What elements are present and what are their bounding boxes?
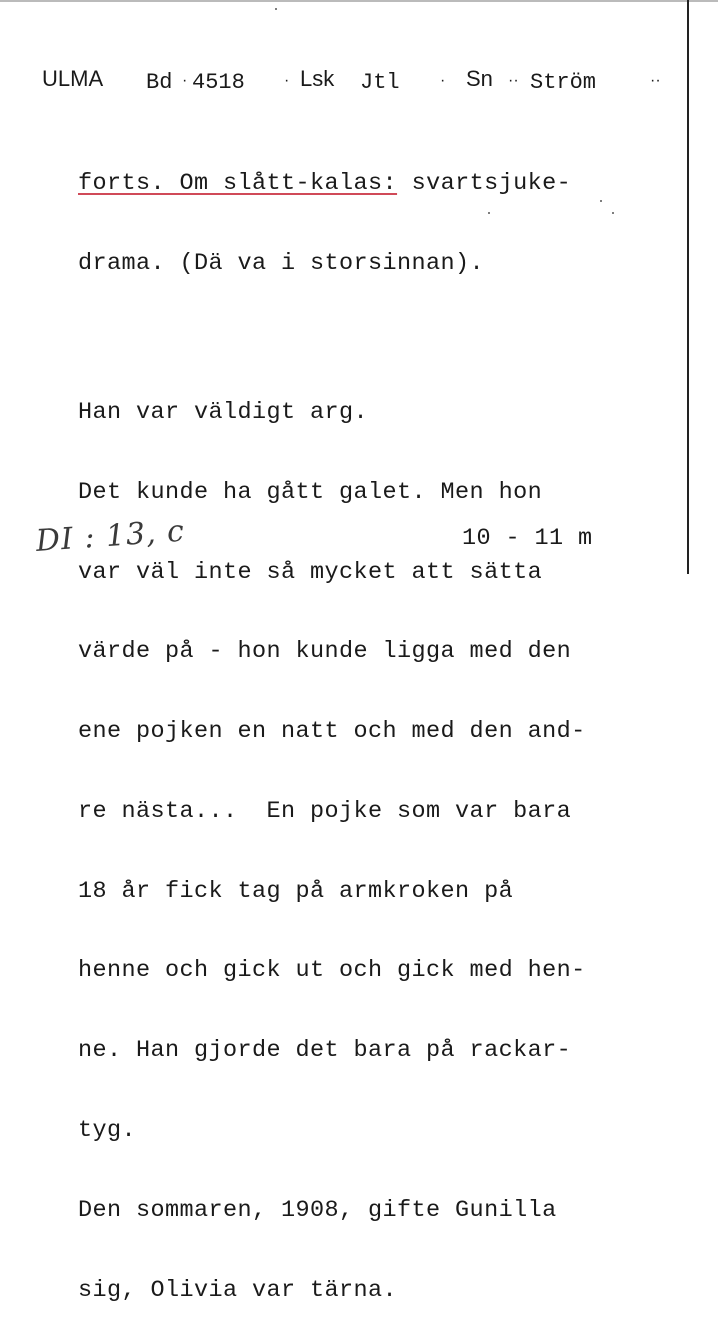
body-line: drama. (Dä va i storsinnan). xyxy=(78,249,485,277)
separator-dot: · xyxy=(440,72,446,89)
separator-dot: · xyxy=(182,72,188,89)
body-line xyxy=(78,171,678,198)
scan-speck xyxy=(612,212,614,214)
district-label: Lsk xyxy=(300,66,335,91)
body-line: Det kunde ha gått galet. Men hon xyxy=(78,478,543,506)
paragraph-gap xyxy=(78,331,678,347)
body-line: 18 år fick tag på armkroken på xyxy=(78,877,514,905)
volume-label: Bd xyxy=(146,70,173,95)
separator-dot: ·· xyxy=(508,72,519,89)
separator-dot: ·· xyxy=(650,72,661,89)
separator-dot: · xyxy=(284,72,290,89)
body-line: värde på - hon kunde ligga med den xyxy=(78,638,572,666)
body-line: ene pojken en natt och med den and- xyxy=(78,718,586,746)
scan-speck xyxy=(488,212,490,214)
body-line: sig, Olivia var tärna. xyxy=(78,1276,398,1304)
topic-heading: forts. Om slått-kalas: xyxy=(78,170,398,198)
handwritten-reference: DI : 13, c xyxy=(34,513,186,559)
scan-speck xyxy=(275,8,277,10)
body-line: tyg. xyxy=(78,1116,137,1144)
archive-code: ULMA xyxy=(42,66,104,91)
body-line: ne. Han gjorde det bara på rackar- xyxy=(78,1037,572,1065)
scan-speck xyxy=(600,200,602,202)
volume-number: 4518 xyxy=(192,70,245,95)
parish-label: Sn xyxy=(466,66,493,91)
card-top-edge xyxy=(0,0,718,2)
district-value: Jtl xyxy=(360,70,400,95)
body-line: var väl inte så mycket att sätta xyxy=(78,558,543,586)
body-line: re nästa... En pojke som var bara xyxy=(78,797,572,825)
body-line: Han var väldigt arg. xyxy=(78,398,369,426)
card-body xyxy=(78,118,678,1331)
parish-value: Ström xyxy=(530,70,597,95)
body-line-rest: svartsjuke- xyxy=(397,170,572,198)
time-range: 10 - 11 m xyxy=(462,525,593,552)
body-line: Den sommaren, 1908, gifte Gunilla xyxy=(78,1196,557,1224)
body-line: henne och gick ut och gick med hen- xyxy=(78,957,586,985)
card-header xyxy=(0,62,700,102)
